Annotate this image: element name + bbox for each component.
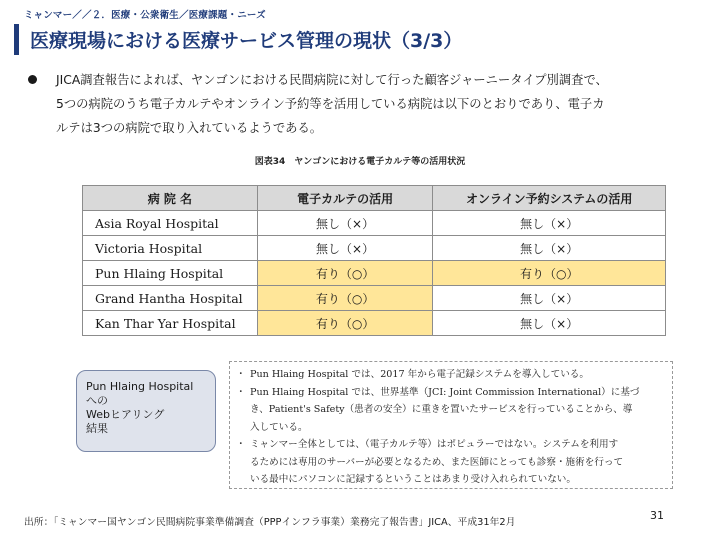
- emr-usage-table: [82, 185, 666, 336]
- hospital-name-cell: Grand Hantha Hospital: [83, 286, 258, 311]
- intro-line: ルテは3つの病院で取り入れているようである。: [56, 121, 323, 135]
- hearing-label-line: 結果: [86, 422, 108, 435]
- intro-line: 5つの病院のうち電子カルテやオンライン予約等を活用している病院は以下のとおりであり、電子カ: [56, 97, 605, 111]
- note-bullet-icon: ・: [236, 439, 246, 450]
- hospital-name-cell: Victoria Hospital: [83, 236, 258, 261]
- hearing-label: [86, 380, 212, 436]
- column-header-emr: 電子カルテの活用: [257, 186, 433, 211]
- hearing-notes-list: [236, 366, 664, 489]
- bullet-dot-icon: [28, 75, 37, 84]
- column-header-hospital: 病 院 名: [83, 186, 258, 211]
- title-accent-bar: [14, 24, 19, 55]
- online-booking-status-cell: 無し（×）: [433, 286, 666, 311]
- figure-caption: 図表34 ヤンゴンにおける電子カルテ等の活用状況: [254, 157, 466, 167]
- table-row: [83, 261, 666, 286]
- online-booking-status-cell: 無し（×）: [433, 311, 666, 336]
- table-row: [83, 311, 666, 336]
- note-line: き、Patient's Safety（患者の安全）に重きを置いたサービスを行っていることから、導: [250, 404, 633, 415]
- online-booking-status-cell: 有り（○）: [433, 261, 666, 286]
- hearing-label-box: [76, 370, 216, 452]
- note-item: [236, 436, 664, 489]
- online-booking-status-cell: 無し（×）: [433, 211, 666, 236]
- table-row: [83, 236, 666, 261]
- online-booking-status-cell: 無し（×）: [433, 236, 666, 261]
- title-area: [14, 24, 706, 58]
- hospital-name-cell: Kan Thar Yar Hospital: [83, 311, 258, 336]
- note-bullet-icon: ・: [236, 369, 246, 380]
- note-line: Pun Hlaing Hospital では、世界基準（JCI: Joint Commission International）に基づ: [250, 386, 640, 398]
- note-item: [236, 366, 664, 384]
- table-header-row: [83, 186, 666, 211]
- table-row: [83, 286, 666, 311]
- table-row: [83, 211, 666, 236]
- emr-status-cell: 有り（○）: [257, 286, 433, 311]
- note-item: [236, 384, 664, 437]
- breadcrumb: ミャンマー／／２．医療・公衆衛生／医療課題・ニーズ: [24, 10, 266, 21]
- page-title: 医療現場における医療サービス管理の現状（3/3）: [30, 30, 463, 52]
- intro-line: JICA調査報告によれば、ヤンゴンにおける民間病院に対して行った顧客ジャーニータイプ別調査で、: [56, 73, 608, 87]
- emr-status-cell: 有り（○）: [257, 311, 433, 336]
- hospital-name-cell: Pun Hlaing Hospital: [83, 261, 258, 286]
- emr-status-cell: 有り（○）: [257, 261, 433, 286]
- note-line: Pun Hlaing Hospital では、2017 年から電子記録システムを導入している。: [250, 369, 589, 380]
- hearing-label-line: への: [86, 394, 108, 407]
- source-citation: 出所：「ミャンマー国ヤンゴン民間病院事業準備調査（PPPインフラ事業）業務完了報告書」JICA、平成31年2月: [24, 517, 516, 528]
- emr-status-cell: 無し（×）: [257, 211, 433, 236]
- note-bullet-icon: ・: [236, 386, 246, 398]
- note-line: ミャンマー全体としては、（電子カルテ等）はポピュラーではない。システムを利用す: [250, 439, 619, 450]
- hearing-label-line: Webヒアリング: [86, 408, 165, 421]
- hearing-label-line: Pun Hlaing Hospital: [86, 380, 194, 393]
- note-line: るためには専用のサーバーが必要となるため、また医師にとっても診察・施術を行って: [250, 456, 624, 468]
- note-line: いる最中にパソコンに記録するということはあまり受け入れられていない。: [250, 474, 576, 485]
- note-line: 入している。: [250, 421, 308, 433]
- intro-text: [56, 68, 696, 140]
- page-number: 31: [650, 509, 664, 522]
- emr-status-cell: 無し（×）: [257, 236, 433, 261]
- hospital-name-cell: Asia Royal Hospital: [83, 211, 258, 236]
- hearing-notes-box: [229, 361, 673, 489]
- column-header-online-booking: オンライン予約システムの活用: [433, 186, 666, 211]
